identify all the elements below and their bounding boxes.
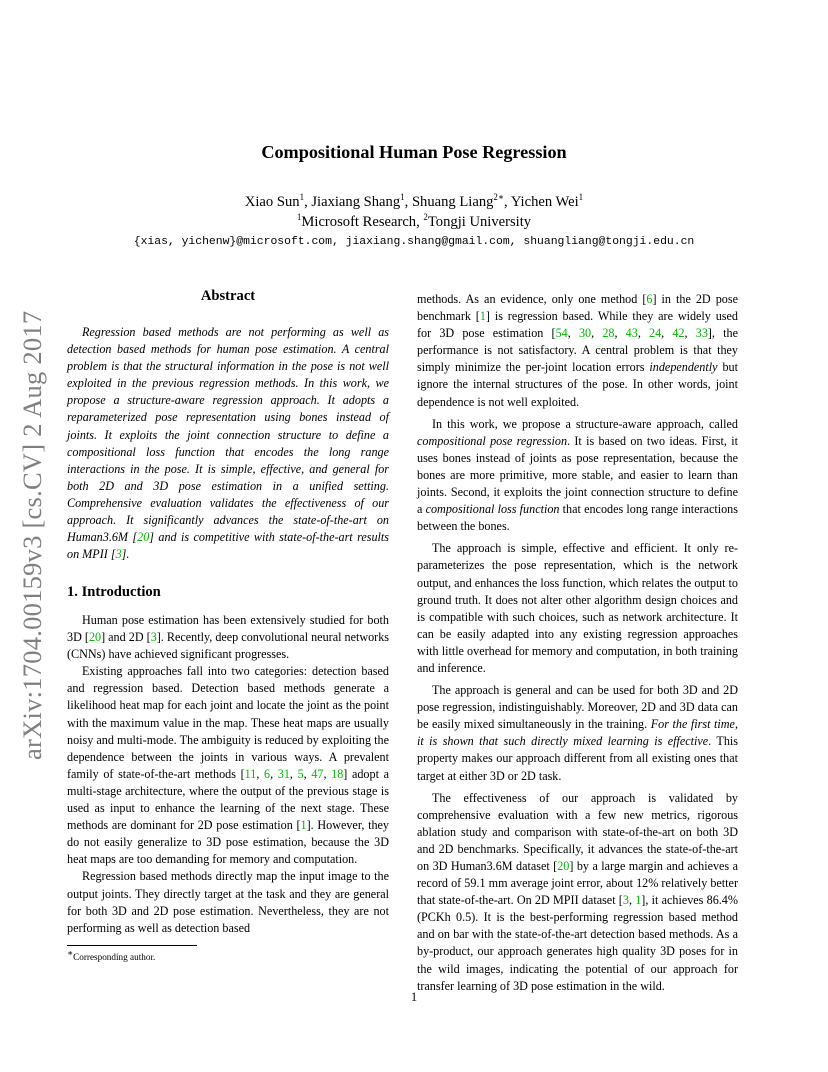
citation-link[interactable]: 20 (137, 530, 150, 545)
body-paragraph: The approach is simple, effective and efficient. It only re-parameterizes the pose representation, which is the network output, and enhances the loss function, which relates the output to ground truth. It does not alter other algorithm design choices and is compatible with such choices, such as network architecture. It can be easily adapted into any existing regression approaches with little overhead for memory and computation, in both training and inference. (417, 541, 738, 675)
body-paragraph: Human pose estimation has been extensively studied for both 3D [20] and 2D [3]. Recently, deep convolutional neural networks (CNNs) have achieved significant progresses. (67, 613, 390, 662)
arxiv-identifier: arXiv:1704.00159v3 [cs.CV] 2 Aug 2017 (17, 310, 47, 760)
emphasis-text: independently (649, 360, 718, 375)
citation-link[interactable]: 33 (695, 326, 708, 341)
abstract-body (67, 324, 389, 563)
abstract-heading: Abstract (200, 288, 256, 304)
body-paragraph: The approach is general and can be used for both 3D and 2D pose regression, indistinguishably. Moreover, 2D and 3D data can be easily mixed simultaneously in the training. For the first time, it is shown that such directly mixed learning is effective. This property makes our approach different from all existing ones that target at either 3D or 2D task. (417, 683, 739, 783)
introduction-body (67, 612, 389, 937)
citation-link[interactable]: 3 (150, 630, 157, 645)
citation-link[interactable]: 3 (115, 547, 122, 562)
author-affiliation-mark: 1 (578, 192, 584, 203)
citation-link[interactable]: 1 (300, 818, 307, 833)
body-paragraph: Regression based methods directly map the input image to the output joints. They directly target at the task and they are general for both 3D and 2D pose estimation. Nevertheless, they are not performing as well as detection based (67, 869, 389, 935)
citation-link[interactable]: 6 (646, 292, 653, 306)
footnote-rule (67, 945, 197, 946)
citation-link[interactable]: 18 (331, 766, 344, 781)
body-paragraph: In this work, we propose a structure-aware approach, called compositional pose regression. It is based on two ideas. First, it uses bones instead of joints as pose representation, because the bones are more primitive, more stable, and easier to learn than joints. Second, it exploits the joint connection structure to define a compositional loss function that encodes long range interactions between the bones. (417, 416, 738, 534)
citation-link[interactable]: 1 (635, 893, 642, 908)
citation-link[interactable]: 5 (297, 766, 304, 781)
body-paragraph: Existing approaches fall into two categories: detection based and regression based. Detection based methods generate a likelihood heat map for each joint and locate the joint as the point with the maximum value in the map. These heat maps are usually noisy and multi-mode. The ambiguity is reduced by exploiting the dependence between the joints in various ways. A prevalent family of state-of-the-art methods [11, 6, 31, 5, 47, 18] adopt a multi-stage architecture, where the output of the previous stage is used as input to enhance the learning of the next stage. These methods are dominant for 2D pose estimation [1]. However, they do not easily generalize to 3D pose estimation, because the 3D heat maps are too demanding for memory and computation. (67, 664, 389, 867)
author-name: Xiao Sun (244, 194, 300, 210)
body-paragraph: The effectiveness of our approach is validated by comprehensive evaluation with a few new metrics, rigorous ablation study and comparison with state-of-the-art on both 3D and 2D benchmarks. Specifically, it advances the state-of-the-art on 3D Human3.6M dataset [20] by a large margin and achieves a record of 59.1 mm average joint error, about 12% relatively better that state-of-the-art. On 2D MPII dataset [3, 1], it achieves 86.4% (PCKh 0.5). It is the best-performing regression based method and on bar with the state-of-the-art detection based methods. As a by-product, our approach generates high quality 3D poses for in the wild images, indicating the potential of our approach for transfer learning of 3D pose estimation in the wild. (417, 790, 738, 993)
page-number: 1 (410, 990, 418, 1004)
section-heading-introduction: 1. Introduction (67, 584, 161, 600)
affiliation-name: Tongji University (427, 214, 532, 230)
citation-link[interactable]: 42 (672, 326, 685, 341)
right-column-body (417, 291, 738, 995)
affiliation-name: Microsoft Research (301, 214, 417, 230)
citation-link[interactable]: 28 (602, 326, 615, 341)
footnote (67, 947, 156, 962)
citation-link[interactable]: 6 (264, 766, 271, 781)
author-affiliation-mark: 1 (299, 192, 305, 203)
citation-link[interactable]: 11 (244, 766, 257, 781)
citation-link[interactable]: 47 (311, 766, 324, 781)
citation-link[interactable]: 3 (622, 893, 629, 908)
affiliation-list: $^1$Microsoft Research, $^2$Tongji University (296, 212, 532, 230)
paper-title: Compositional Human Pose Regression (261, 142, 567, 162)
citation-link[interactable]: 24 (649, 326, 662, 341)
citation-link[interactable]: 20 (88, 630, 102, 645)
affiliation-mark: 1 (296, 212, 302, 223)
body-paragraph: methods. As an evidence, only one method [6] in the 2D pose benchmark [1] is regression based. While they are widely used for 3D pose estimation [54, 30, 28, 43, 24, 42, 33], the performance is not satisfactory. A central problem is that they simply minimize the per-joint location errors independently but ignore the internal structures of the pose. In other words, joint dependence is not well exploited. (417, 292, 738, 409)
citation-link[interactable]: 43 (625, 326, 638, 341)
citation-link[interactable]: 30 (578, 326, 592, 341)
author-affiliation-mark: 1 (400, 192, 405, 203)
citation-link[interactable]: 1 (479, 309, 486, 324)
footnote-text: Corresponding author. (73, 952, 156, 962)
emphasis-text: For the first time, it is shown that such directly mixed learning is effective (417, 717, 738, 749)
citation-link[interactable]: 31 (277, 766, 290, 781)
author-name: Yichen Wei (510, 194, 579, 210)
author-emails: {xias, yichenw}@microsoft.com, jiaxiang.shang@gmail.com, shuangliang@tongji.edu.cn (133, 236, 695, 248)
citation-link[interactable]: 54 (555, 326, 568, 341)
author-affiliation-mark: 2∗ (493, 192, 505, 203)
emphasis-text: compositional pose regression (417, 433, 568, 448)
author-name: Jiaxiang Shang (311, 194, 401, 210)
affiliation-mark: 2 (423, 212, 428, 223)
citation-link[interactable]: 20 (557, 859, 570, 873)
author-name: Shuang Liang (411, 194, 494, 210)
footnote-mark: ∗ (67, 947, 74, 958)
emphasis-text: compositional loss function (425, 502, 560, 517)
abstract-paragraph: Regression based methods are not performing as well as detection based methods for human pose estimation. A central problem is that the structural information in the pose is not well exploited in the previous regression methods. In this work, we propose a structure-aware regression approach. It adopts a reparameterized pose representation using bones instead of joints. It exploits the joint connection structure to define a compositional loss function that encodes the long range interactions in the pose. It is simple, effective, and general for both 2D and 3D pose estimation in a unified setting. Comprehensive evaluation validates the effectiveness of our approach. It significantly advances the state-of-the-art on Human3.6M [20] and is competitive with state-of-the-art results on MPII [3]. (67, 325, 389, 562)
author-list: Xiao Sun$^1$, Jiaxiang Shang$^1$, Shuang Liang$^{2∗}$, Yichen Wei$^1$ (244, 192, 584, 210)
